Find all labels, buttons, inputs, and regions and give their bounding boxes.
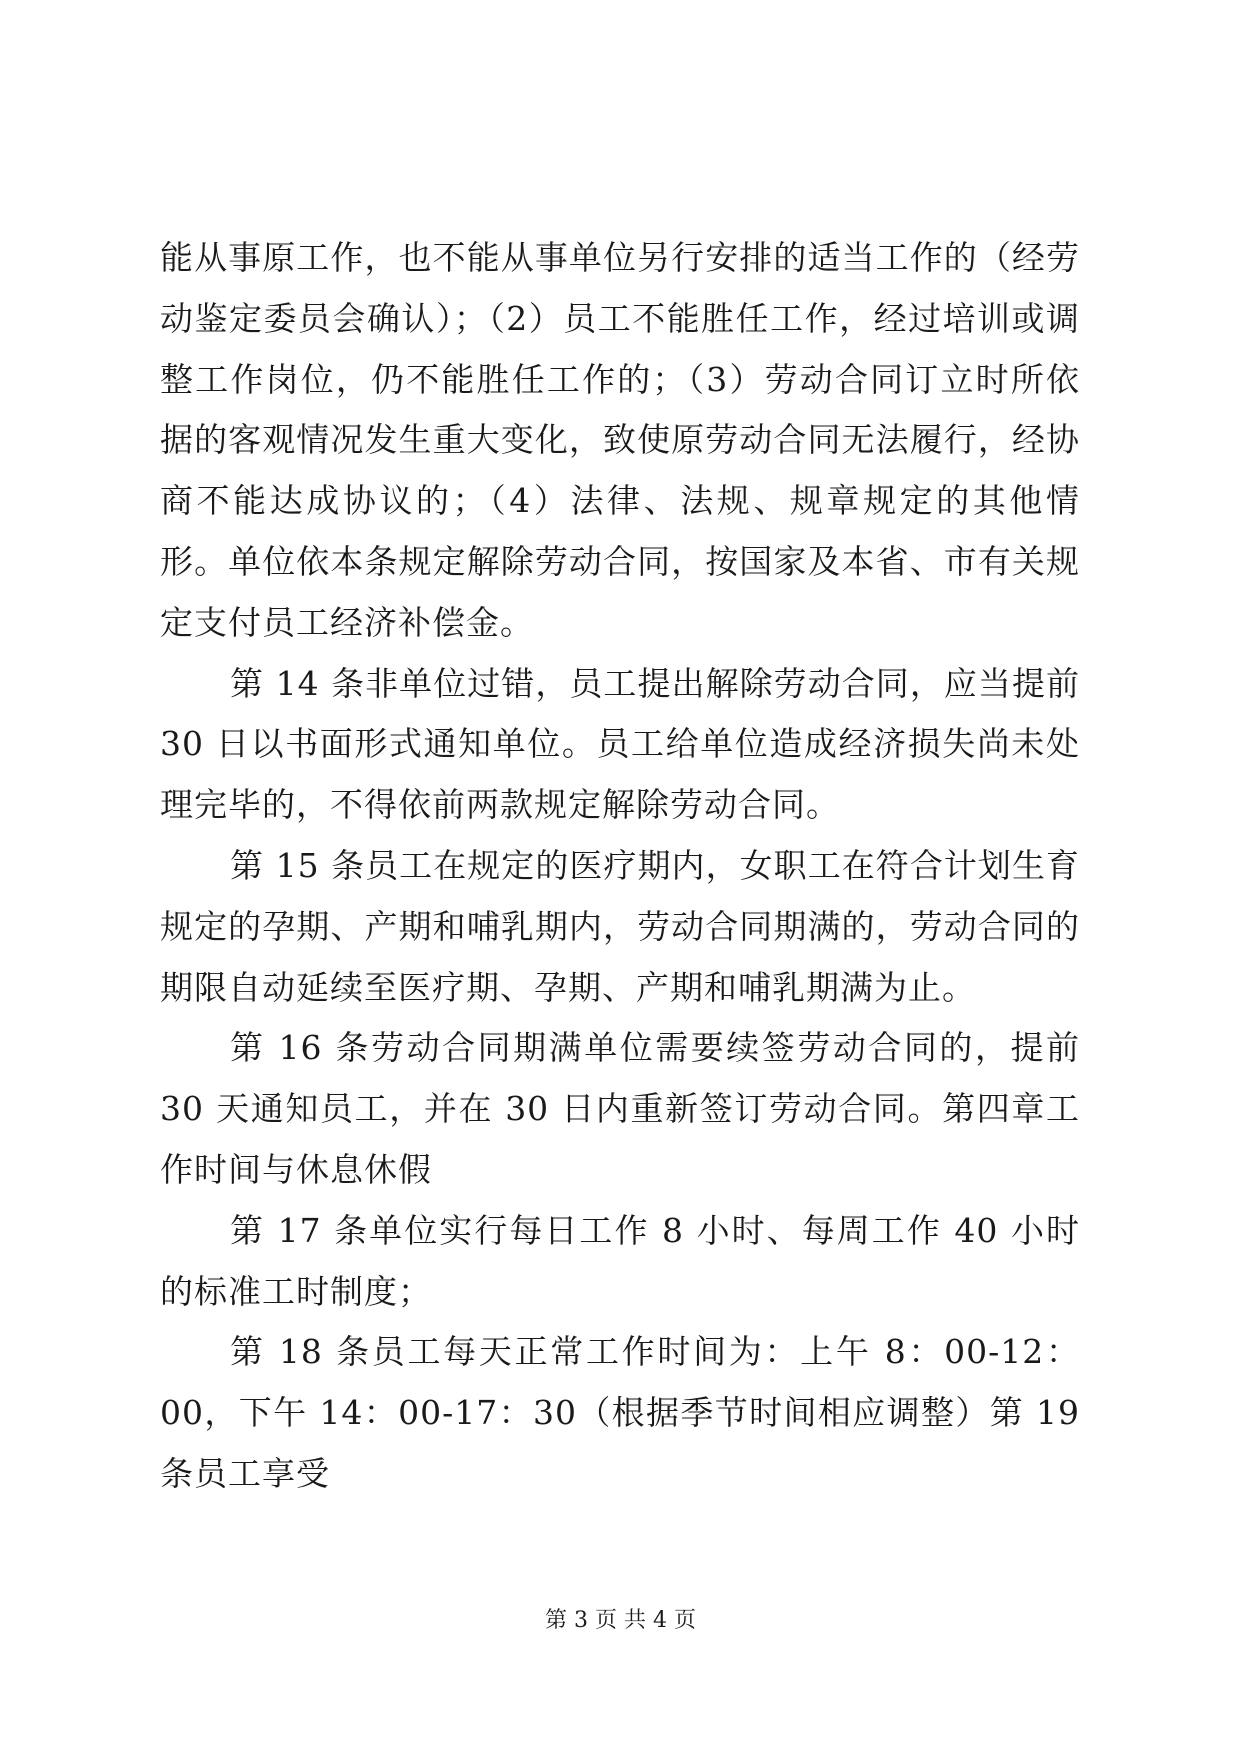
- paragraph-article-14: 第 14 条非单位过错，员工提出解除劳动合同，应当提前 30 日以书面形式通知单位。员工给单位造成经济损失尚未处理完毕的，不得依前两款规定解除劳动合同。: [160, 663, 1080, 825]
- paragraph-article-18: 第 18 条员工每天正常工作时间为：上午 8：00-12：00，下午 14：00-17：30（根据季节时间相应调整）第 19 条员工享受: [160, 1332, 1080, 1493]
- paragraph-article-16: 第 16 条劳动合同期满单位需要续签劳动合同的，提前 30 天通知员工，并在 30 日内重新签订劳动合同。第四章工作时间与休息休假: [160, 1028, 1080, 1189]
- document-body: [160, 228, 1080, 1505]
- paragraph-article-17: 第 17 条单位实行每日工作 8 小时、每周工作 40 小时的标准工时制度；: [160, 1210, 1080, 1311]
- paragraph-continuation: 能从事原工作，也不能从事单位另行安排的适当工作的（经劳动鉴定委员会确认）；（2）员工不能胜任工作，经过培训或调整工作岗位，仍不能胜任工作的；（3）劳动合同订立时所依据的客观情况发生重大变化，致使原劳动合同无法履行，经协商不能达成协议的；（4）法律、法规、规章规定的其他情形。单位依本条规定解除劳动合同，按国家及本省、市有关规定支付员工经济补偿金。: [160, 238, 1080, 642]
- paragraph-article-15: 第 15 条员工在规定的医疗期内，女职工在符合计划生育规定的孕期、产期和哺乳期内，劳动合同期满的，劳动合同的期限自动延续至医疗期、孕期、产期和哺乳期满为止。: [160, 845, 1080, 1007]
- page-number-footer: 第 3 页 共 4 页: [545, 1608, 696, 1633]
